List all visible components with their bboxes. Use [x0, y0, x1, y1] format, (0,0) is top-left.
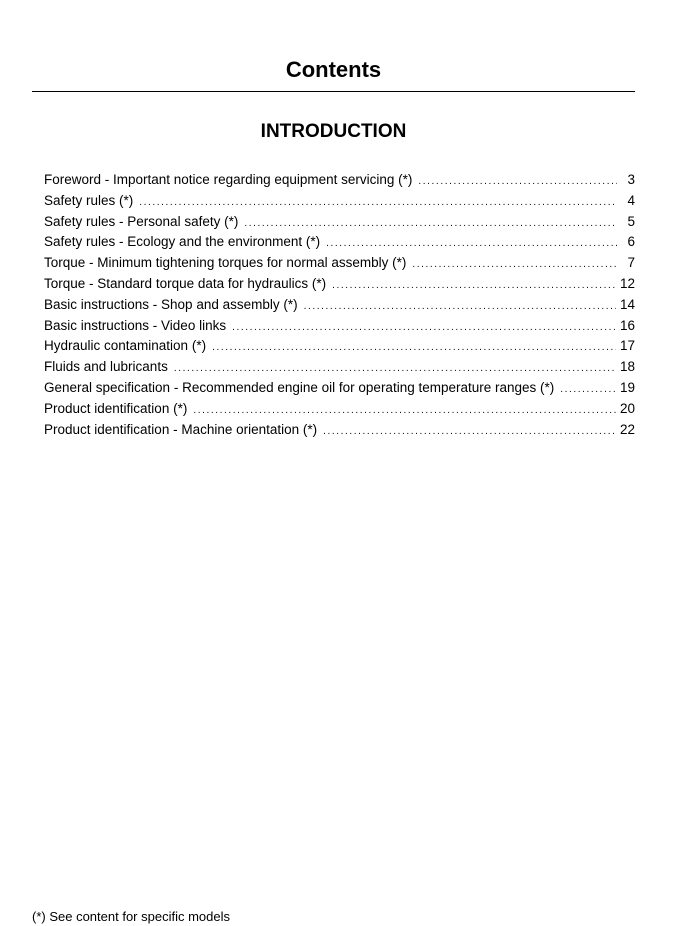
- toc-dot-leader: [326, 234, 617, 255]
- toc-entry-page: 16: [619, 317, 635, 333]
- toc-entry-page: 5: [627, 213, 635, 229]
- toc-entry[interactable]: [44, 170, 635, 191]
- toc-entry-title: Product identification - Machine orientation (*): [44, 421, 318, 437]
- toc-dot-leader: [193, 401, 616, 422]
- toc-dot-leader: [560, 380, 616, 401]
- toc-entry-title: Torque - Standard torque data for hydraulics (*): [44, 275, 327, 291]
- toc-dot-leader: [304, 297, 616, 318]
- toc-entry-title: Product identification (*): [44, 400, 188, 416]
- toc-entry-title: Safety rules - Ecology and the environment (*): [44, 234, 321, 250]
- toc-entry[interactable]: [44, 274, 635, 295]
- toc-entry-page: 18: [619, 359, 635, 375]
- toc-entry-page: 17: [619, 338, 635, 354]
- toc-entry[interactable]: [44, 253, 635, 274]
- toc-dot-leader: [212, 338, 616, 359]
- toc-entry-page: 12: [619, 275, 635, 291]
- toc-entry-title: Torque - Minimum tightening torques for normal assembly (*): [44, 255, 407, 271]
- toc-entry-page: 20: [619, 400, 635, 416]
- toc-entry[interactable]: [44, 399, 635, 420]
- toc-entry-title: Fluids and lubricants: [44, 359, 168, 375]
- toc-entry[interactable]: [44, 336, 635, 357]
- footnote: (*) See content for specific models: [32, 909, 230, 924]
- toc-entry-title: General specification - Recommended engine oil for operating temperature ranges (*): [44, 379, 555, 395]
- toc-entry[interactable]: [44, 295, 635, 316]
- section-heading: INTRODUCTION: [260, 121, 407, 142]
- toc-entry-title: Foreword - Important notice regarding equipment servicing (*): [44, 172, 413, 187]
- toc-entry[interactable]: [44, 232, 635, 253]
- toc-entry-page: 22: [619, 421, 635, 437]
- toc-dot-leader: [332, 276, 616, 297]
- title-divider: [32, 91, 635, 92]
- toc-dot-leader: [418, 172, 617, 193]
- toc-entry[interactable]: [44, 378, 635, 399]
- toc-entry[interactable]: [44, 357, 635, 378]
- toc-entry-title: Safety rules (*): [44, 192, 134, 208]
- toc-dot-leader: [323, 422, 616, 443]
- toc-entry[interactable]: [44, 420, 635, 441]
- toc-entry-page: 4: [627, 192, 635, 208]
- toc-dot-leader: [232, 318, 616, 339]
- toc-entry-page: 19: [619, 379, 635, 395]
- toc-entry-title: Hydraulic contamination (*): [44, 338, 207, 354]
- toc-entry-page: 3: [627, 172, 635, 187]
- toc-entry-title: Safety rules - Personal safety (*): [44, 213, 239, 229]
- toc-entry-page: 6: [627, 234, 635, 250]
- toc-entry-title: Basic instructions - Shop and assembly (*): [44, 296, 298, 312]
- toc-entry-title: Basic instructions - Video links: [44, 317, 227, 333]
- toc-entry[interactable]: [44, 212, 635, 233]
- toc-entry-page: 7: [627, 255, 635, 271]
- table-of-contents: [44, 170, 635, 440]
- toc-entry[interactable]: [44, 191, 635, 212]
- toc-dot-leader: [412, 255, 617, 276]
- toc-dot-leader: [174, 359, 616, 380]
- toc-entry-page: 14: [619, 296, 635, 312]
- toc-entry[interactable]: [44, 316, 635, 337]
- toc-dot-leader: [244, 214, 617, 235]
- page-title: Contents: [285, 57, 382, 82]
- toc-dot-leader: [139, 193, 617, 214]
